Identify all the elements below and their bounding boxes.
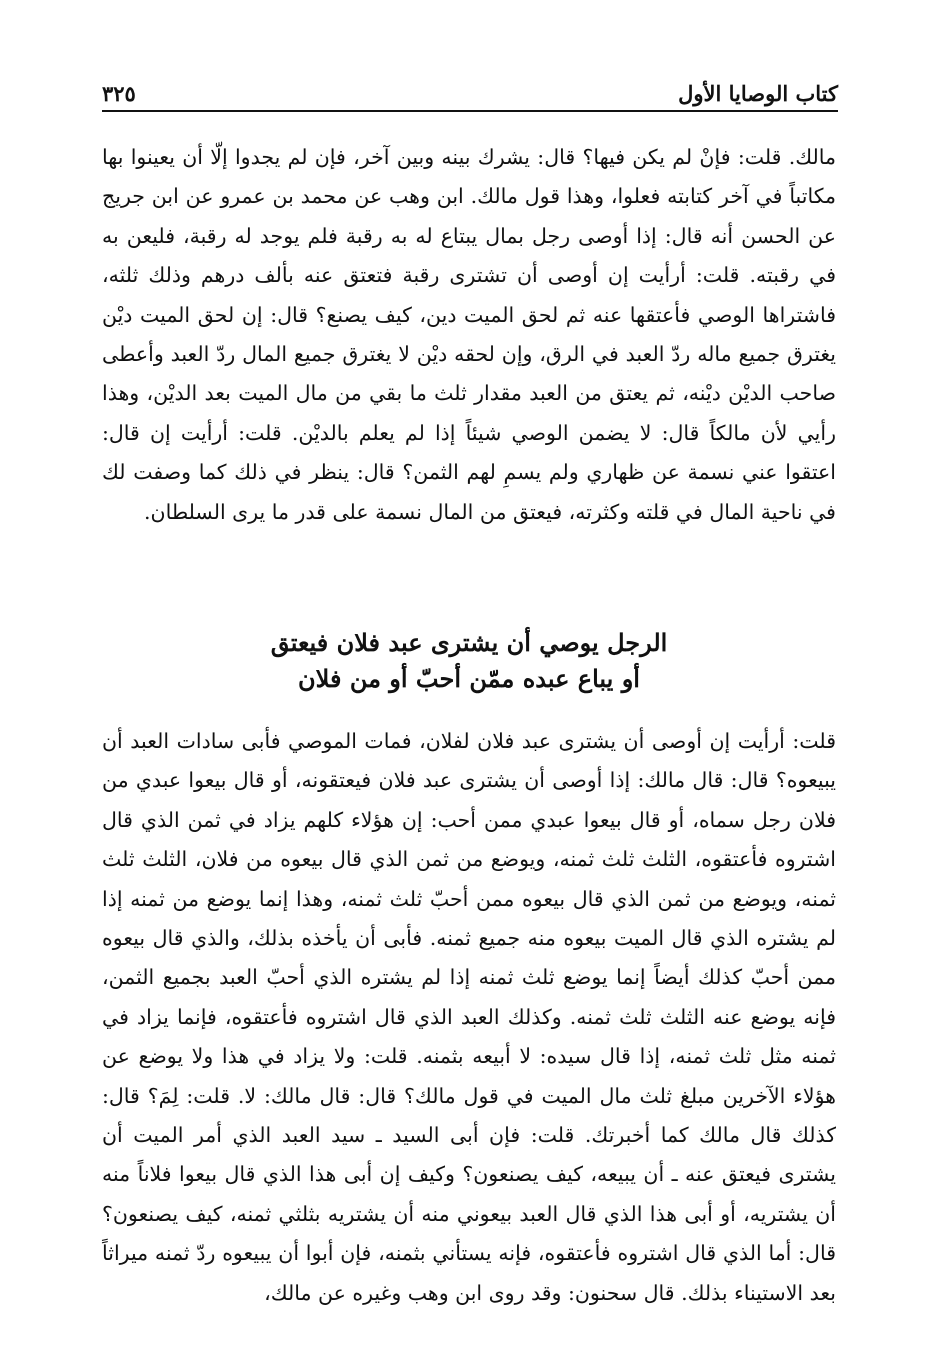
page-number: ٣٢٥ bbox=[102, 81, 136, 106]
section-heading-line-1: الرجل يوصي أن يشترى عبد فلان فيعتق bbox=[270, 628, 668, 657]
header-title: كتاب الوصايا الأول bbox=[678, 81, 838, 106]
section-heading bbox=[102, 625, 836, 697]
section-heading-line-2: أو يباع عبده ممّن أحبّ أو من فلان bbox=[298, 664, 640, 693]
running-header bbox=[102, 70, 838, 112]
body-paragraph-1: مالك. قلت: فإنْ لم يكن فيها؟ قال: يشرك بينه وبين آخر، فإن لم يجدوا إلّا أن يعينوا بها مكاتباً في آخر كتابته فعلوا، وهذا قول مالك. ابن وهب عن محمد بن عمرو عن ابن جريج عن الحسن أنه قال: إذا أوصى رجل بمال يبتاع له به رقبة فلم يوجد له رقبة، فليعن به في رقبته. قلت: أرأيت إن أوصى أن تشترى رقبة فتعتق عنه بألف درهم وذلك ثلثه، فاشتراها الوصي فأعتقها عنه ثم لحق الميت دين، كيف يصنع؟ قال: إن لحق الميت ديْن يغترق جميع ماله ردّ العبد في الرق، وإن لحقه ديْن لا يغترق جميع المال ردّ العبد وأعطى صاحب الديْن ديْنه، ثم يعتق من العبد مقدار ثلث ما بقي من مال الميت بعد الديْن، وهذا رأيي لأن مالكاً قال: لا يضمن الوصي شيئاً إذا لم يعلم بالديْن. قلت: أرأيت إن قال: اعتقوا عني نسمة عن ظهاري ولم يسمِ لهم الثمن؟ قال: ينظر في ذلك كما وصفت لك في ناحية المال في قلته وكثرته، فيعتق من المال نسمة على قدر ما يرى السلطان. bbox=[102, 145, 836, 524]
body-paragraph-2: قلت: أرأيت إن أوصى أن يشترى عبد فلان لفلان، فمات الموصي فأبى سادات العبد أن يبيعوه؟ قال: قال مالك: إذا أوصى أن يشترى عبد فلان فيعتقونه، أو قال بيعوا عبدي من فلان رجل سماه، أو قال بيعوا عبدي ممن أحب: إن هؤلاء كلهم يزاد في ثمن الذي قال اشتروه فأعتقوه، الثلث ثلث ثمنه، ويوضع من ثمن الذي قال بيعوه من فلان، الثلث ثلث ثمنه، ويوضع من ثمن الذي قال بيعوه ممن أحبّ ثلث ثمنه، وهذا إنما يوضع من ثمنه إذا لم يشتره الذي قال الميت بيعوه منه جميع ثمنه. فأبى أن يأخذه بذلك، والذي قال بيعوه ممن أحبّ كذلك أيضاً إنما يوضع ثلث ثمنه إذا لم يشتره الذي أحبّ العبد بجميع الثمن، فإنه يوضع عنه الثلث ثلث ثمنه. وكذلك العبد الذي قال اشتروه فأعتقوه، فإنما يزاد في ثمنه مثل ثلث ثمنه، إذا قال سيده: لا أبيعه بثمنه. قلت: ولا يزاد في هذا ولا يوضع عن هؤلاء الآخرين مبلغ ثلث مال الميت في قول مالك؟ قال: قال مالك: لا. قلت: لِمَ؟ قال: كذلك قال مالك كما أخبرتك. قلت: فإن أبى السيد ـ سيد العبد الذي أمر الميت أن يشترى فيعتق عنه ـ أن يبيعه، كيف يصنعون؟ وكيف إن أبى هذا الذي قال بيعوا فلاناً منه أن يشتريه، أو أبى هذا الذي قال العبد بيعوني منه أن يشتريه بثلثي ثمنه، كيف يصنعون؟ قال: أما الذي قال اشتروه فأعتقوه، فإنه يستأني بثمنه، فإن أبوا أن يبيعوه ردّ ثمنه ميراثاً بعد الاستيناء بذلك. قال سحنون: وقد روى ابن وهب وغيره عن مالك، bbox=[102, 729, 836, 1305]
